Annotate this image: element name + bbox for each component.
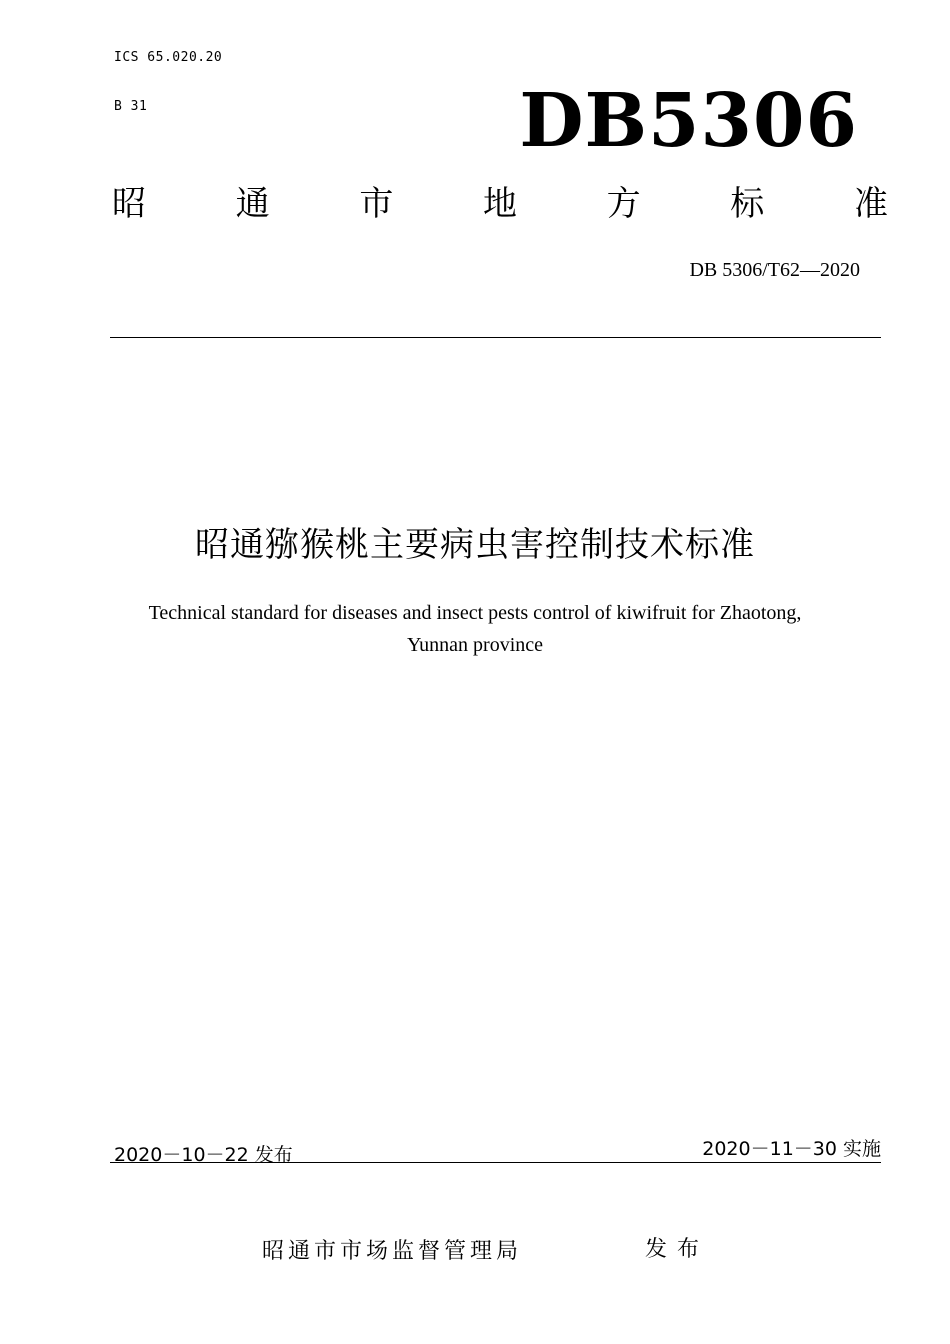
footer-divider — [110, 1162, 881, 1163]
standard-kind-char: 昭 — [112, 184, 146, 224]
header-divider — [110, 337, 881, 338]
standard-kind-char: 准 — [853, 184, 888, 224]
ccs-code: B 31 — [114, 99, 148, 114]
issue-label: 发布 — [645, 1237, 710, 1262]
standard-kind-char: 通 — [235, 184, 270, 224]
standard-kind-char: 方 — [606, 184, 641, 224]
document-title-english — [0, 597, 950, 661]
title-english-line1: Technical standard for diseases and insect pests control of kiwifruit for Zhaotong, — [148, 602, 802, 624]
db-logo: DB5306 — [519, 78, 858, 164]
title-english-line2: Yunnan province — [406, 634, 544, 656]
issuing-authority: 昭通市市场监督管理局 — [262, 1239, 523, 1264]
implementation-date: 2020－11－30 实施 — [702, 1138, 881, 1160]
standard-number: DB 5306/T62—2020 — [689, 259, 860, 281]
standard-kind-char: 地 — [482, 184, 517, 224]
ics-code: ICS 65.020.20 — [114, 50, 223, 65]
standard-kind — [112, 186, 888, 223]
standard-kind-char: 市 — [359, 184, 394, 224]
standard-kind-char: 标 — [730, 184, 765, 224]
document-title-chinese: 昭通猕猴桃主要病虫害控制技术标准 — [195, 525, 755, 565]
publish-date: 2020－10－22 发布 — [114, 1144, 293, 1166]
